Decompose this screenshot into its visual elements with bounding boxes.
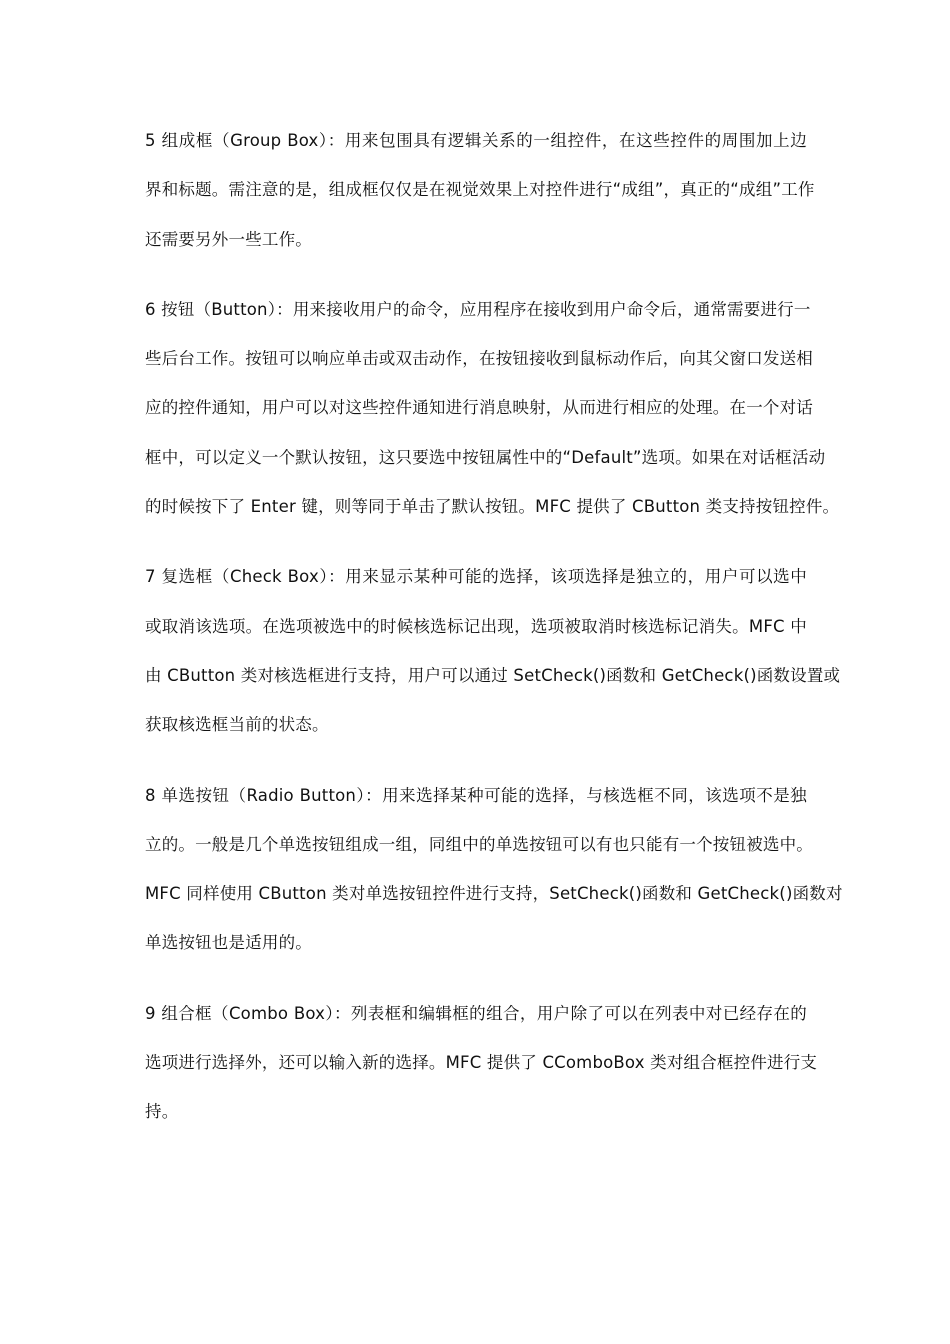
paragraph-radio-button <box>145 777 843 974</box>
text-line: 9 组合框（Combo Box）：列表框和编辑框的组合，用户除了可以在列表中对已经存在的 <box>145 1003 807 1023</box>
text-line: MFC 同样使用 CButton 类对单选按钮控件进行支持，SetCheck()函数和 GetCheck()函数对 <box>145 884 843 904</box>
document-body <box>145 122 843 1164</box>
paragraph-check-box <box>145 558 841 755</box>
text-line: 应的控件通知，用户可以对这些控件通知进行消息映射，从而进行相应的处理。在一个对话 <box>145 398 813 418</box>
text-line: 获取核选框当前的状态。 <box>145 715 329 735</box>
text-line: 框中，可以定义一个默认按钮，这只要选中按钮属性中的“Default”选项。如果在对话框活动 <box>145 447 826 467</box>
text-line: 5 组成框（Group Box）：用来包围具有逻辑关系的一组控件，在这些控件的周围加上边 <box>145 131 807 150</box>
text-line: 界和标题。需注意的是，组成框仅仅是在视觉效果上对控件进行“成组”，真正的“成组”工作 <box>145 180 815 200</box>
text-line: 些后台工作。按钮可以响应单击或双击动作，在按钮接收到鼠标动作后，向其父窗口发送相 <box>145 349 813 369</box>
text-line: 或取消该选项。在选项被选中的时候核选标记出现，选项被取消时核选标记消失。MFC 中 <box>145 616 807 636</box>
text-line: 立的。一般是几个单选按钮组成一组，同组中的单选按钮可以有也只能有一个按钮被选中。 <box>145 834 813 854</box>
text-line: 还需要另外一些工作。 <box>145 229 312 249</box>
text-line: 8 单选按钮（Radio Button）：用来选择某种可能的选择，与核选框不同，该选项不是独 <box>145 785 807 805</box>
text-line: 的时候按下了 Enter 键，则等同于单击了默认按钮。MFC 提供了 CButton 类支持按钮控件。 <box>145 497 840 517</box>
text-line: 选项进行选择外，还可以输入新的选择。MFC 提供了 CComboBox 类对组合框控件进行支 <box>145 1053 818 1073</box>
paragraph-button <box>145 291 840 537</box>
paragraph-group-box <box>145 122 815 270</box>
paragraph-combo-box <box>145 995 818 1143</box>
text-line: 由 CButton 类对核选框进行支持，用户可以通过 SetCheck()函数和 GetCheck()函数设置或 <box>145 665 841 685</box>
text-line: 7 复选框（Check Box）：用来显示某种可能的选择，该项选择是独立的，用户可以选中 <box>145 567 807 587</box>
text-line: 持。 <box>145 1102 179 1122</box>
text-line: 6 按钮（Button）：用来接收用户的命令，应用程序在接收到用户命令后，通常需要进行一 <box>145 299 811 319</box>
text-line: 单选按钮也是适用的。 <box>145 933 312 953</box>
